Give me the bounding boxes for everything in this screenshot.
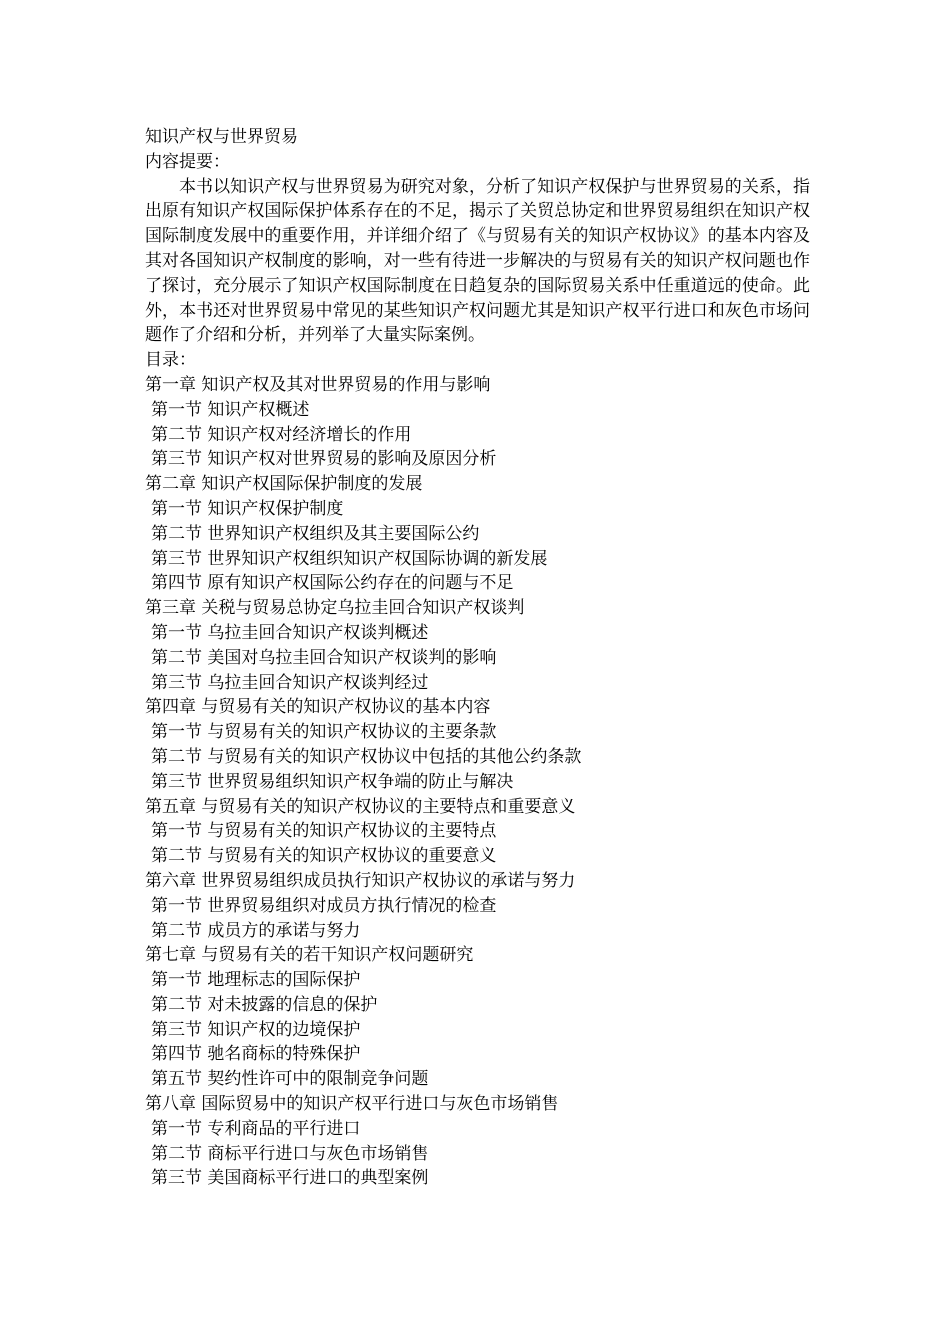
toc-chapter-title: 第四章 与贸易有关的知识产权协议的基本内容 [145, 697, 491, 718]
toc-section-title: 第二节 美国对乌拉圭回合知识产权谈判的影响 [151, 647, 497, 668]
toc-section-title: 第一节 乌拉圭回合知识产权谈判概述 [151, 622, 429, 643]
summary-paragraph: 本书以知识产权与世界贸易为研究对象，分析了知识产权保护与世界贸易的关系，指出原有知识产权国际保护体系存在的不足，揭示了关贸总协定和世界贸易组织在知识产权国际制度发展中的重要作用，并详细介绍了《与贸易有关的知识产权协议》的基本内容及其对各国知识产权制度的影响，对一些有待进一步解决的与贸易有关的知识产权问题也作了探讨，充分展示了知识产权国际制度在日趋复杂的国际贸易关系中任重道远的使命。此外，本书还对世界贸易中常见的某些知识产权问题尤其是知识产权平行进口和灰色市场问题作了介绍和分析，并列举了大量实际案例。 [145, 176, 810, 346]
toc-chapter-title: 第五章 与贸易有关的知识产权协议的主要特点和重要意义 [145, 796, 576, 817]
toc-section-title: 第二节 知识产权对经济增长的作用 [151, 424, 412, 445]
toc-section-title: 第一节 专利商品的平行进口 [151, 1118, 361, 1139]
toc-chapter-title: 第八章 国际贸易中的知识产权平行进口与灰色市场销售 [145, 1094, 559, 1115]
document-title: 知识产权与世界贸易 [145, 127, 298, 147]
toc-section-title: 第三节 知识产权对世界贸易的影响及原因分析 [151, 449, 497, 470]
toc-section-title: 第四节 原有知识产权国际公约存在的问题与不足 [151, 573, 514, 594]
toc-section-title: 第三节 知识产权的边境保护 [151, 1019, 361, 1040]
toc-section-title: 第二节 世界知识产权组织及其主要国际公约 [151, 523, 480, 544]
toc-section-title: 第一节 世界贸易组织对成员方执行情况的检查 [151, 895, 497, 916]
toc-chapter-title: 第七章 与贸易有关的若干知识产权问题研究 [145, 945, 474, 966]
toc-section-title: 第四节 驰名商标的特殊保护 [151, 1044, 361, 1065]
toc-section-title: 第三节 乌拉圭回合知识产权谈判经过 [151, 672, 429, 693]
toc-section-title: 第二节 与贸易有关的知识产权协议中包括的其他公约条款 [151, 746, 582, 767]
toc-section-title: 第二节 商标平行进口与灰色市场销售 [151, 1143, 429, 1164]
summary-heading: 内容提要： [145, 151, 230, 172]
table-of-contents [145, 373, 810, 1191]
toc-section-title: 第一节 知识产权概述 [151, 399, 310, 420]
toc-section-title: 第一节 知识产权保护制度 [151, 498, 344, 519]
toc-section-title: 第三节 世界贸易组织知识产权争端的防止与解决 [151, 771, 514, 792]
toc-heading: 目录： [145, 350, 196, 371]
toc-chapter-title: 第一章 知识产权及其对世界贸易的作用与影响 [145, 374, 491, 395]
document-page [145, 125, 810, 1191]
toc-chapter-title: 第二章 知识产权国际保护制度的发展 [145, 474, 423, 495]
toc-chapter-title: 第六章 世界贸易组织成员执行知识产权协议的承诺与努力 [145, 870, 576, 891]
toc-section-title: 第五节 契约性许可中的限制竞争问题 [151, 1069, 429, 1090]
toc-section-title: 第一节 与贸易有关的知识产权协议的主要条款 [151, 722, 497, 743]
toc-section-title: 第三节 世界知识产权组织知识产权国际协调的新发展 [151, 548, 548, 569]
toc-section-title: 第二节 与贸易有关的知识产权协议的重要意义 [151, 846, 497, 867]
toc-section-title: 第二节 成员方的承诺与努力 [151, 920, 361, 941]
toc-section-title: 第二节 对未披露的信息的保护 [151, 994, 378, 1015]
toc-section-title: 第一节 地理标志的国际保护 [151, 970, 361, 991]
toc-section-title: 第三节 美国商标平行进口的典型案例 [151, 1168, 429, 1189]
toc-chapter-title: 第三章 关税与贸易总协定乌拉圭回合知识产权谈判 [145, 598, 525, 619]
toc-section-title: 第一节 与贸易有关的知识产权协议的主要特点 [151, 821, 497, 842]
